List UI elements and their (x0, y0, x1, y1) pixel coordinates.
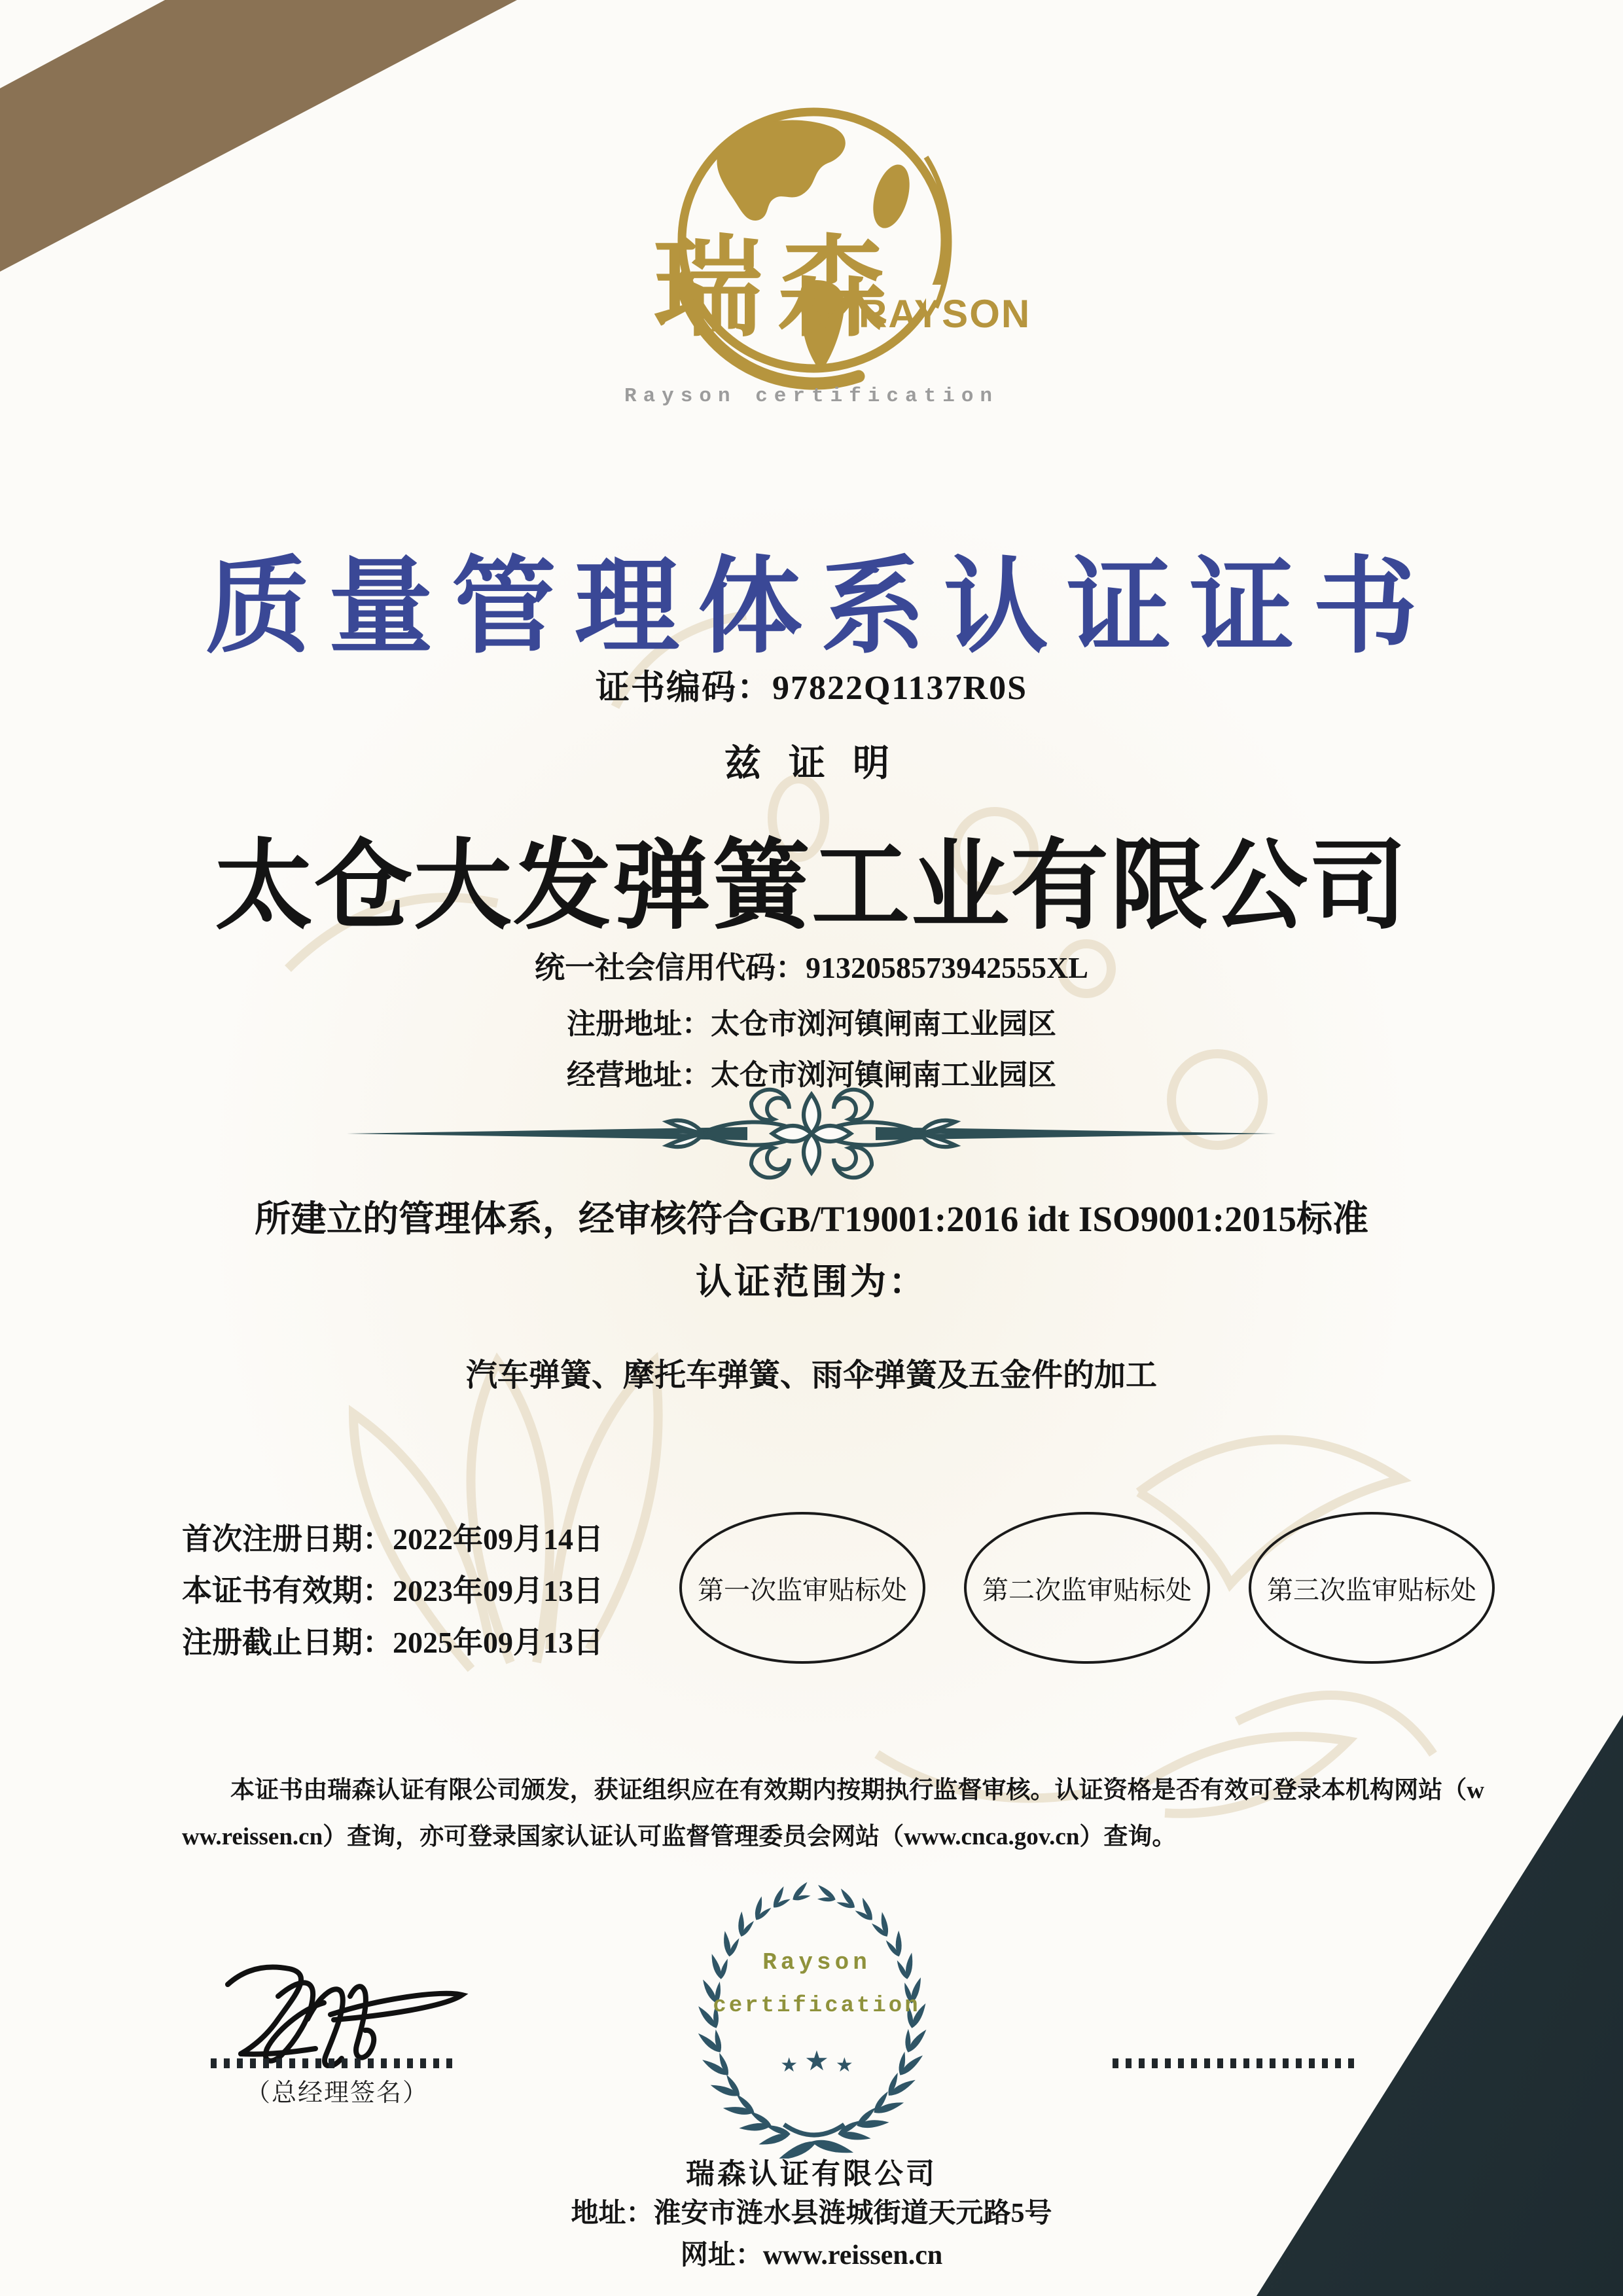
business-address-line: 经营地址：太仓市浏河镇闸南工业园区 (567, 1059, 1056, 1091)
star-icon: ★ (780, 2054, 798, 2076)
sticker-label-1: 第一次监审贴标处 (698, 1575, 907, 1605)
scope-text: 汽车弹簧、摩托车弹簧、雨伞弹簧及五金件的加工 (465, 1358, 1157, 1393)
validity-date: 本证书有效期：2023年09月13日 (182, 1574, 603, 1607)
registered-address-line: 注册地址：太仓市浏河镇闸南工业园区 (567, 1008, 1056, 1040)
surveillance-sticker-area-1 (679, 1512, 925, 1664)
scope-label: 认证范围为： (695, 1262, 927, 1302)
seal-stars (686, 2047, 948, 2080)
general-manager-signature (216, 1957, 491, 2068)
star-icon: ★ (804, 2047, 829, 2077)
surveillance-sticker-area-2 (964, 1512, 1210, 1664)
standard-compliance-line: 所建立的管理体系，经审核符合GB/T19001:2016 idt ISO9001:2015标准 (254, 1199, 1369, 1239)
credit-code-line: 统一社会信用代码：9132058573942555XL (535, 951, 1088, 984)
certificate-number-line: 证书编码：97822Q1137R0S (595, 670, 1028, 707)
issuer-address: 地址：淮安市涟水县涟城街道天元路5号 (571, 2198, 1052, 2229)
issuance-note: 本证书由瑞森认证有限公司颁发，获证组织应在有效期内按期执行监督审核。认证资格是否有效可登录本机构网站（www.reissen.cn）查询，亦可登录国家认证认可监督管理委员会网站（www.cnca.gov.cn）查询。 (182, 1777, 1484, 1850)
logo-subtitle: Rayson certification (624, 385, 999, 408)
date-block (182, 1513, 603, 1668)
sticker-label-3: 第三次监审贴标处 (1267, 1575, 1476, 1605)
certificate-title: 质量管理体系认证证书 (205, 549, 1436, 666)
signature-dashed-line (211, 2058, 458, 2068)
star-icon: ★ (835, 2054, 853, 2076)
ornamental-divider (347, 1085, 1276, 1183)
sticker-label-2: 第二次监审贴标处 (982, 1575, 1192, 1605)
rayson-globe-logo (628, 92, 1047, 419)
issuer-dashed-line (1113, 2058, 1360, 2068)
first-registration-date: 首次注册日期：2022年09月14日 (182, 1522, 603, 1556)
logo-chinese-text: 瑞森 (653, 226, 902, 350)
seal-text-rayson: Rayson (762, 1949, 871, 1976)
signature-caption: （总经理签名） (245, 2079, 429, 2107)
expiry-date: 注册截止日期：2025年09月13日 (182, 1626, 603, 1659)
surveillance-sticker-area-3 (1249, 1512, 1495, 1664)
logo-latin-text: RAYSON (859, 292, 1031, 336)
seal-text-certification: certification (713, 1994, 921, 2018)
issuer-name: 瑞森认证有限公司 (686, 2158, 937, 2190)
attest-line: 兹 证 明 (724, 744, 899, 784)
issuer-website: 网址：www.reissen.cn (680, 2240, 943, 2270)
company-name: 太仓大发弹簧工业有限公司 (214, 833, 1408, 941)
